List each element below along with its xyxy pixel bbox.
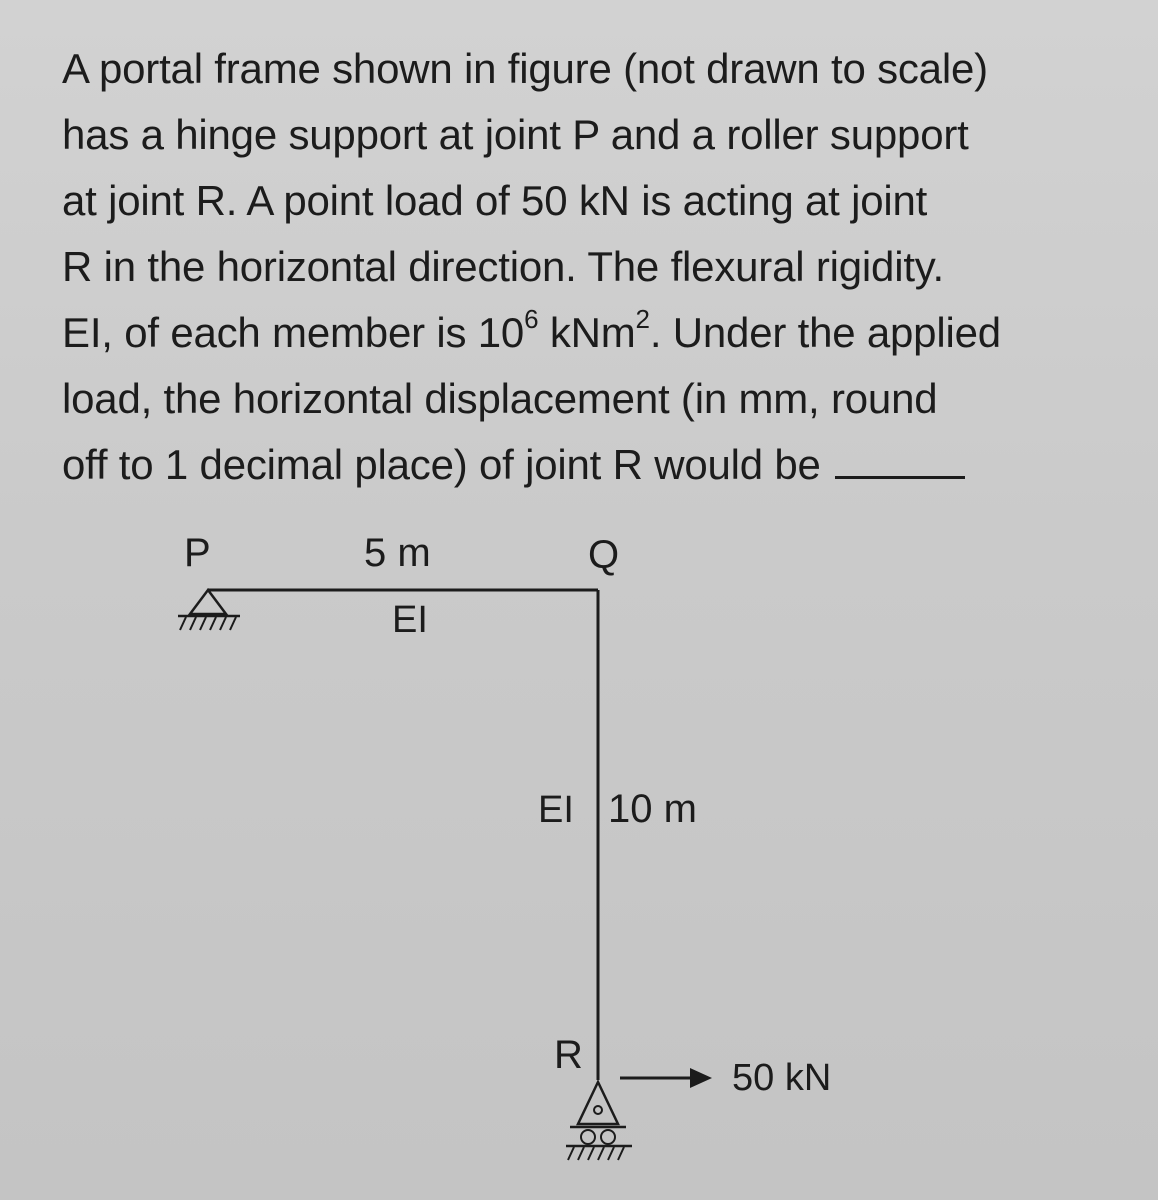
hinge-triangle xyxy=(190,590,226,614)
ei-units-exponent: 2 xyxy=(635,304,650,334)
joint-r-label: R xyxy=(554,1033,583,1077)
beam-rigidity-label: EI xyxy=(392,599,428,641)
load-arrow xyxy=(620,1068,712,1088)
roller-node xyxy=(594,1106,602,1114)
question-line-5-lead: EI, of each member is xyxy=(62,309,478,356)
question-line-6: load, the horizontal displacement (in mm, round xyxy=(62,375,938,422)
question-line-3: at joint R. A point load of 50 kN is acting at joint xyxy=(62,177,928,224)
question-line-5-tail: . Under the applied xyxy=(649,309,1001,356)
roller-support-r xyxy=(566,1082,632,1160)
roller-wheel-right xyxy=(601,1130,615,1144)
load-arrow-head xyxy=(690,1068,712,1088)
ei-units: kNm xyxy=(538,309,636,356)
roller-triangle xyxy=(578,1082,618,1124)
hinge-hatching xyxy=(180,617,236,630)
hinge-support-p xyxy=(178,590,240,630)
column-rigidity-label: EI xyxy=(538,789,574,831)
ei-value: 10 xyxy=(477,309,525,356)
roller-hatching xyxy=(568,1147,624,1160)
question-line-2: has a hinge support at joint P and a roller support xyxy=(62,111,969,158)
ei-exponent: 6 xyxy=(524,304,539,334)
joint-p-label: P xyxy=(184,531,211,575)
question-line-1: A portal frame shown in figure (not drawn to scale) xyxy=(62,45,988,92)
question-line-4: R in the horizontal direction. The flexural rigidity. xyxy=(62,243,944,290)
column-length-label: 10 m xyxy=(608,787,697,831)
roller-wheel-left xyxy=(581,1130,595,1144)
joint-q-label: Q xyxy=(588,533,620,577)
question-line-7-text: off to 1 decimal place) of joint R would be xyxy=(62,441,821,488)
load-label: 50 kN xyxy=(732,1057,832,1099)
beam-length-label: 5 m xyxy=(364,531,431,575)
